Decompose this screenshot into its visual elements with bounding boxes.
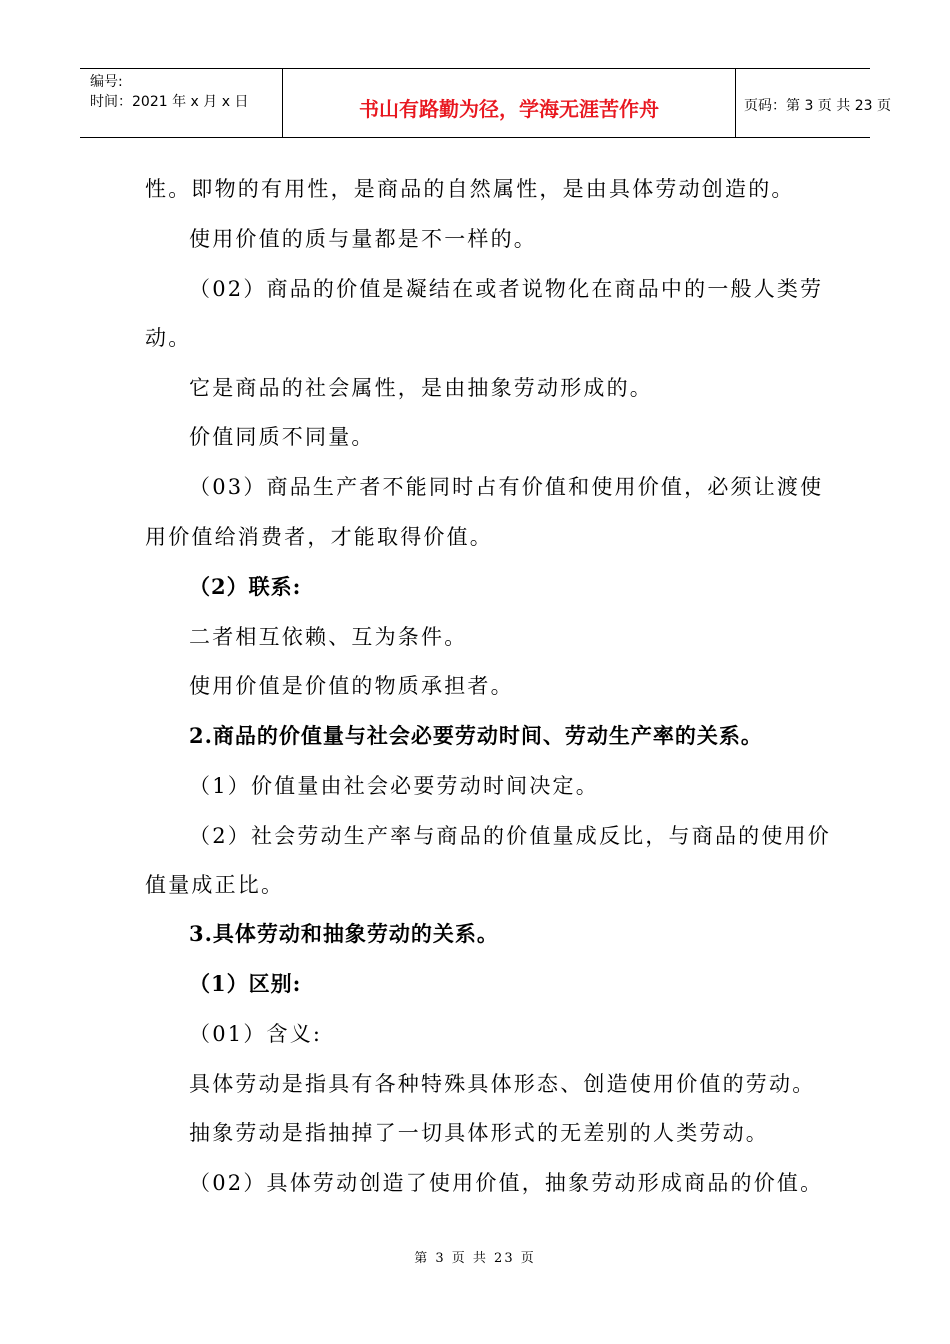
doc-time-label: 时间：2021 年 x 月 x 日 <box>90 94 249 110</box>
body-line: 它是商品的社会属性，是由抽象劳动形成的。 <box>189 376 653 400</box>
header-page-info: 页码：第 3 页 共 23 页 <box>744 98 891 114</box>
doc-number-label: 编号: <box>90 74 123 90</box>
header-meta-cell <box>80 69 282 137</box>
body-line: 用价值给消费者，才能取得价值。 <box>145 525 493 549</box>
body-line: （03）商品生产者不能同时占有价值和使用价值，必须让渡使 <box>189 475 824 499</box>
body-line: 值量成正比。 <box>145 873 285 897</box>
section-heading: 2.商品的价值量与社会必要劳动时间、劳动生产率的关系。 <box>189 723 763 748</box>
header-motto-cell <box>282 69 736 137</box>
section-heading: （2）联系: <box>189 574 302 599</box>
body-line: 抽象劳动是指抽掉了一切具体形式的无差别的人类劳动。 <box>189 1121 769 1145</box>
body-line: 价值同质不同量。 <box>189 425 375 449</box>
header-page-cell <box>735 69 891 137</box>
body-line: 具体劳动是指具有各种特殊具体形态、创造使用价值的劳动。 <box>189 1072 816 1096</box>
body-line: 性。即物的有用性，是商品的自然属性，是由具体劳动创造的。 <box>145 177 795 201</box>
body-line: （1）价值量由社会必要劳动时间决定。 <box>189 774 599 798</box>
body-line: 使用价值的质与量都是不一样的。 <box>189 227 537 251</box>
body-line: （2）社会劳动生产率与商品的价值量成反比，与商品的使用价 <box>189 824 831 848</box>
section-heading: 3.具体劳动和抽象劳动的关系。 <box>189 921 499 946</box>
body-line: 使用价值是价值的物质承担者。 <box>189 674 514 698</box>
header-motto: 书山有路勤为径，学海无涯苦作舟 <box>359 97 659 121</box>
body-line: 动。 <box>145 326 192 350</box>
page-footer: 第 3 页 共 23 页 <box>414 1251 536 1266</box>
body-line: （01）含义: <box>189 1022 323 1046</box>
section-heading: （1）区别: <box>189 971 302 996</box>
body-line: 二者相互依赖、互为条件。 <box>189 625 468 649</box>
body-line: （02）商品的价值是凝结在或者说物化在商品中的一般人类劳 <box>189 277 824 301</box>
document-header <box>80 68 891 138</box>
body-line: （02）具体劳动创造了使用价值，抽象劳动形成商品的价值。 <box>189 1171 824 1195</box>
